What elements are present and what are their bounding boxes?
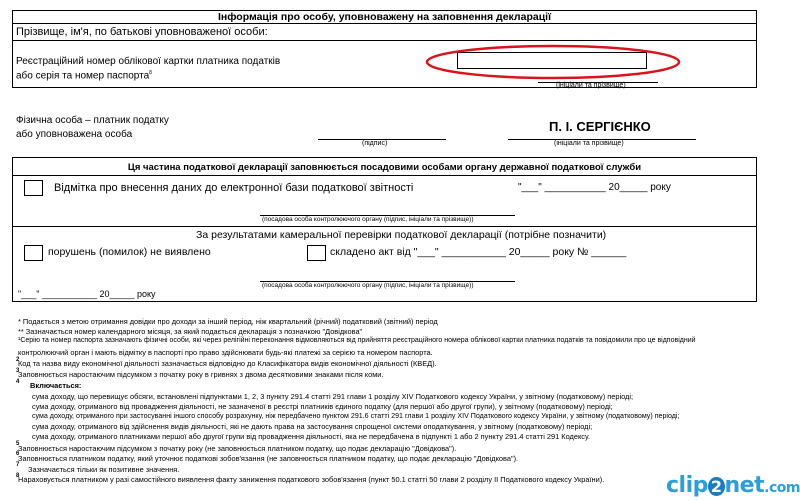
signer-label-line2: або уповноважена особа — [16, 129, 133, 140]
signer-initials-caption: (ініціали та прізвище) — [554, 140, 624, 147]
bottom-date: "___" ___________ 20_____ року — [18, 289, 156, 299]
footnote-mark-2: 2 — [16, 357, 20, 363]
footnote-tail-1: Заповнюється наростаючим підсумком з початку року (не заповнюється платником податку, що подає декларацію "Довідкова"). — [18, 444, 457, 453]
highlight-ellipse — [424, 43, 682, 81]
footnote-3: ¹Серію та номер паспорта зазначають фізичні особи, які через релігійні переконання відмовляються від прийняття реєстраційного номера облікової картки платника податків та повідомили про це відповідний — [18, 337, 696, 344]
included-item-5: сума доходу, отриманого платниками першої або другої групи від провадження діяльності, яка не передбачена в підпункті 1 або 2 пункту 291.4 статті 291 Кодексу. — [32, 432, 591, 441]
included-item-4: сума доходу, отриманого від здійснення видів діяльності, які не дають права на застосування спрощеної системи оподаткування, у звітному (податковому) періоді; — [32, 422, 593, 431]
authorized-signature-caption: (ініціали та прізвище) — [556, 82, 626, 89]
official-caption-1: (посадова особа контролюючого органу (підпис, ініціали та прізвище)) — [262, 216, 474, 223]
officials-section-title: Ця частина податкової декларації заповнюється посадовими особами органу державної податкової служби — [127, 162, 642, 173]
footnote-5: Заповнюється наростаючим підсумком з початку року в гривнях з двома десятковими знаками після коми. — [18, 370, 384, 379]
data-entry-checkbox[interactable] — [24, 180, 43, 196]
divider — [12, 40, 757, 41]
data-entry-date: "___" ___________ 20_____ року — [518, 182, 671, 193]
desk-audit-title: За результатами камеральної перевірки податкової декларації (потрібне позначити) — [196, 229, 607, 241]
signer-name: П. І. СЕРГІЄНКО — [549, 119, 651, 134]
reg-number-label-line2: або серія та номер паспорта$^8$ — [16, 70, 152, 82]
no-violations-checkbox[interactable] — [24, 245, 43, 261]
footnote-tail-3: Зазначається тільки як позитивне значення. — [28, 465, 180, 474]
divider — [12, 226, 757, 227]
divider — [12, 175, 757, 176]
footnote-mark-3: 3 — [16, 368, 20, 374]
no-violations-label: порушень (помилок) не виявлено — [48, 246, 211, 258]
footnote-mark-6: 6 — [16, 451, 20, 457]
footnote-mark-8: 8 — [16, 473, 20, 479]
divider — [12, 23, 757, 24]
footnote-3-cont: контролюючий орган і мають відмітку в паспорті про право здійснювати будь-які платежі за серією та номером паспорта. — [18, 348, 433, 357]
official-caption-2: (посадова особа контролюючого органу (підпис, ініціали та прізвище)) — [262, 282, 474, 289]
footnote-mark-5: 5 — [16, 441, 20, 447]
footnote-mark-4: 4 — [16, 379, 20, 385]
authorized-section-title: Інформація про особу, уповноважену на заповнення декларації — [217, 11, 552, 23]
data-entry-label: Відмітка про внесення даних до електронної бази податкової звітності — [54, 182, 414, 194]
footnote-tail-4: Нараховується платником у разі самостійного виявлення факту заниження податкового зобов'язання (пункт 50.1 статті 50 глави 2 розділу II Податкового кодексу України). — [18, 475, 605, 484]
footnote-tail-2: Заповнюється платником податку, який уточнює податкові зобов'язання (не заповнюється платником податку, що подає декларацію "Довідкова"). — [18, 454, 519, 463]
reg-number-label-line1: Реєстраційний номер облікової картки платника податків — [16, 56, 281, 67]
footnote-2: ** Зазначається номер календарного місяця, за який подається декларація з позначкою "Довідкова" — [18, 327, 363, 336]
footnote-6: Включається: — [30, 381, 82, 390]
act-drawn-label: складено акт від "___" ___________ 20_____ року № ______ — [330, 246, 627, 258]
included-item-2: сума доходу, отриманого від провадження діяльності, не зазначеної в реєстрі платників єдиного податку (для першої або другої групи), у звітному (податковому) періоді; — [32, 402, 613, 411]
footnote-mark-7: 7 — [16, 462, 20, 468]
act-drawn-checkbox[interactable] — [307, 245, 326, 261]
included-item-1: сума доходу, що перевищує обсяги, встановлені підпунктами 1, 2, 3 пункту 291.4 статті 291 глави 1 розділу XIV Податкового кодексу України, у звітному (податковому) періоді; — [32, 392, 634, 401]
included-item-3: сума доходу, отриманого при застосуванні іншого способу розрахунку, ніж передбачено пунктом 291.6 статті 291 глави 1 розділу XIV Податкового кодексу України, у звітному (податковому) періоді; — [32, 412, 680, 420]
footnote-1: * Подається з метою отримання довідки про доходи за інший період, ніж квартальний (річний) податковий (звітний) період — [18, 317, 438, 326]
footnote-4: Код та назва виду економічної діяльності зазначається відповідно до Класифікатора видів економічної діяльності (КВЕД). — [18, 359, 437, 368]
clip2net-watermark: clip 2 net.com — [666, 473, 800, 498]
authorized-name-label: Прізвище, ім'я, по батькові уповноваженої особи: — [16, 26, 268, 38]
signer-signature-caption: (підпис) — [362, 140, 388, 147]
signer-label-line1: Фізична особа – платник податку — [16, 115, 169, 126]
